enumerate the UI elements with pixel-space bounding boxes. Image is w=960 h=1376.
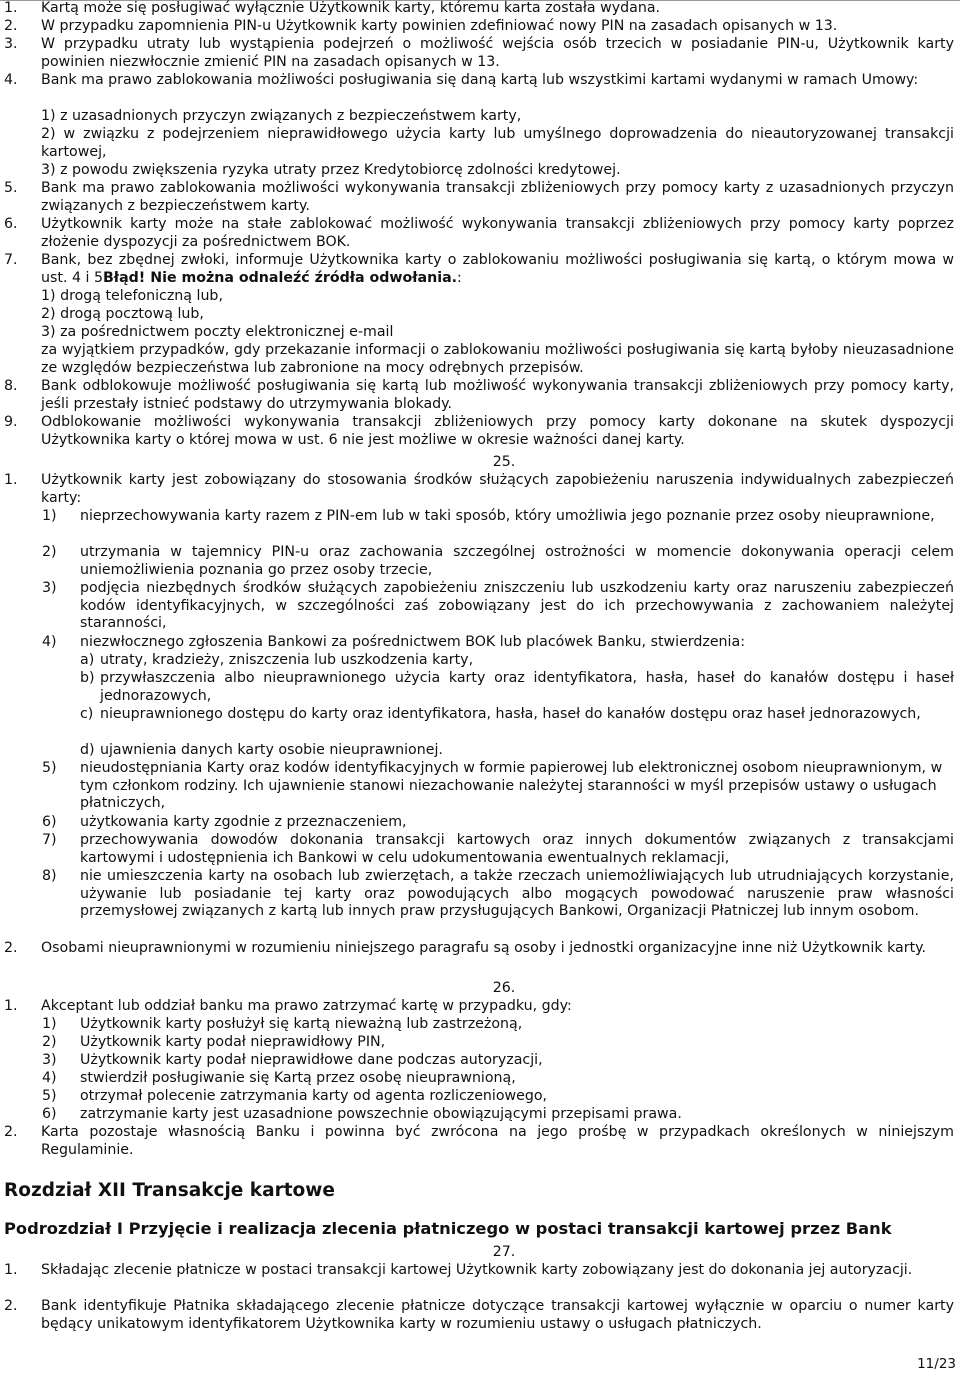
list-item	[4, 1298, 954, 1333]
sub-item	[42, 832, 954, 867]
item-text: Składając zlecenie płatnicze w postaci transakcji kartowej Użytkownik karty zobowiązany jest do dokonania jej autoryzacji.	[41, 1262, 913, 1278]
item-number: 5.	[4, 180, 18, 196]
sub-item-number: 1)	[42, 1016, 57, 1032]
sub-item-number: 5)	[42, 760, 57, 776]
letter-item	[80, 706, 954, 724]
item-text-colon: :	[457, 269, 462, 286]
sub-item-number: 8)	[42, 868, 57, 884]
item-number: 7.	[4, 252, 18, 268]
list-item	[4, 36, 954, 71]
item-number: 2.	[4, 18, 18, 34]
item-number: 8.	[4, 378, 18, 394]
item-number: 9.	[4, 414, 18, 430]
letter-item	[80, 742, 954, 760]
list-item	[4, 216, 954, 251]
list-item	[4, 72, 954, 90]
subchapter-title: Podrozdział I Przyjęcie i realizacja zlecenia płatniczego w postaci transakcji kartowej przez Bank	[4, 1219, 892, 1238]
letter-item-text: utraty, kradzieży, zniszczenia lub uszkodzenia karty,	[100, 652, 474, 668]
sub-item-text: Użytkownik karty podał nieprawidłowe dane podczas autoryzacji,	[80, 1052, 543, 1068]
list-item	[4, 998, 954, 1016]
item-number: 1.	[4, 0, 18, 16]
sub-item	[42, 760, 954, 813]
item-number: 2.	[4, 1124, 18, 1140]
chapter-title: Rozdział XII Transakcje kartowe	[4, 1180, 335, 1201]
sub-item	[42, 508, 954, 526]
sub-item-number: 2)	[42, 544, 57, 560]
sub-item-number: 5)	[42, 1088, 57, 1104]
letter-item	[80, 670, 954, 705]
sub-item	[42, 814, 954, 832]
sub-item	[42, 1034, 954, 1052]
sub-item	[42, 1070, 954, 1088]
sub-item	[42, 1016, 954, 1034]
reference-error: Błąd! Nie można odnaleźć źródła odwołania.	[102, 269, 458, 286]
sub-item-number: 6)	[42, 1106, 57, 1122]
item-text: Kartą może się posługiwać wyłącznie Użytkownik karty, któremu karta została wydana.	[41, 0, 661, 16]
sub-item-number: 3)	[42, 580, 57, 596]
item-number: 1.	[4, 998, 18, 1014]
list-item	[4, 472, 954, 507]
sub-item-text: stwierdził posługiwanie się Kartą przez osobę nieuprawnioną,	[80, 1070, 516, 1086]
sub-item	[42, 1088, 954, 1106]
sub-item-number: 2)	[42, 1034, 57, 1050]
item-number: 3.	[4, 36, 18, 52]
list-item	[4, 1262, 954, 1280]
item-text	[41, 252, 954, 287]
item-text: Osobami nieuprawnionymi w rozumieniu niniejszego paragrafu są osoby i jednostki organizacyjne inne niż Użytkownik karty.	[41, 940, 927, 956]
item-text: Bank ma prawo zablokowania możliwości wykonywania transakcji zbliżeniowych przy pomocy karty z uzasadnionych przyczyn związanych z bezpieczeństwem karty.	[41, 180, 954, 214]
page-number: 11/23	[917, 1356, 956, 1372]
sub-item-text: utrzymania w tajemnicy PIN-u oraz zachowania szczególnej ostrożności w momencie dokonywania operacji celem uniemożliwienia poznania go przez osoby trzecie,	[80, 544, 954, 578]
sub-item	[42, 868, 954, 921]
list-item	[4, 1124, 954, 1159]
sub-item	[42, 544, 954, 579]
sub-item-text: zatrzymanie karty jest uzasadnione powszechnie obowiązującymi przepisami prawa.	[80, 1106, 682, 1122]
sub-item-text: podjęcia niezbędnych środków służących zapobieżeniu zniszczeniu lub uszkodzeniu karty oraz naruszeniu zabezpieczeń kodów identyfikacyjnych, w szczególności zaś zobowiązany jest do ich przechowywania z zachowaniem należytej staranności,	[80, 580, 954, 631]
sub-item	[42, 634, 954, 652]
sub-item-number: 6)	[42, 814, 57, 830]
sub-item-text: Użytkownik karty podał nieprawidłowy PIN,	[80, 1034, 386, 1050]
sub-item	[41, 126, 954, 161]
item-number: 2.	[4, 1298, 18, 1314]
sub-item-text: nieudostępniania Karty oraz kodów identyfikacyjnych w formie papierowej lub elektronicznej osobom nieuprawnionym, w tym członkom rodziny. Ich ujawnienie stanowi niezachowanie należytej staranności w myśl przepisów ustawy o usługach płatniczych,	[80, 760, 943, 811]
item-text: Akceptant lub oddział banku ma prawo zatrzymać kartę w przypadku, gdy:	[41, 998, 572, 1014]
letter-item-marker: a)	[80, 652, 95, 668]
section-heading: 26.	[492, 980, 516, 996]
item-text: Użytkownik karty jest zobowiązany do stosowania środków służących zapobieżeniu naruszenia indywidualnych zabezpieczeń karty:	[41, 472, 954, 506]
list-item	[4, 18, 954, 36]
item-number: 1.	[4, 472, 18, 488]
letter-item	[80, 652, 954, 670]
item-number: 1.	[4, 1262, 18, 1278]
list-item	[4, 252, 954, 287]
item-text: Karta pozostaje własnością Banku i powinna być zwrócona na jego prośbę w przypadkach określonych w niniejszym Regulaminie.	[41, 1124, 954, 1158]
item-text: Odblokowanie możliwości wykonywania transakcji zbliżeniowych przy pomocy karty dokonane na skutek dyspozycji Użytkownika karty o której mowa w ust. 6 nie jest możliwe w okresie ważności danej karty.	[41, 414, 954, 448]
letter-item-text: nieuprawnionego dostępu do karty oraz identyfikatora, hasła, haseł do kanałów dostępu oraz haseł jednorazowych,	[100, 706, 921, 722]
letter-item-marker: b)	[80, 670, 95, 686]
section-heading: 27.	[492, 1244, 516, 1260]
letter-item-text: ujawnienia danych karty osobie nieuprawnionej.	[100, 742, 443, 758]
sub-item	[42, 1106, 954, 1124]
sub-item-text: przechowywania dowodów dokonania transakcji kartowych oraz innych dokumentów związanych z transakcjami kartowymi i udostępnienia ich Bankowi w celu udokumentowania ewentualnych reklamacji,	[80, 832, 954, 866]
list-item	[4, 378, 954, 413]
item-number: 6.	[4, 216, 18, 232]
sub-item-number: 1)	[42, 508, 57, 524]
sub-item-text: nieprzechowywania karty razem z PIN-em lub w taki sposób, który umożliwia jego poznanie przez osoby nieuprawnione,	[80, 508, 935, 524]
section-heading: 25.	[492, 454, 516, 470]
sub-item-text: użytkowania karty zgodnie z przeznaczeniem,	[80, 814, 407, 830]
sub-item: 2) drogą pocztową lub,	[41, 306, 204, 322]
list-item	[4, 414, 954, 449]
sub-item-text: 2) w związku z podejrzeniem nieprawidłowego użycia karty lub umyślnego doprowadzenia do nieautoryzowanej transakcji kartowej,	[41, 126, 954, 160]
item-text: W przypadku utraty lub wystąpienia podejrzeń o możliwość wejścia osób trzecich w posiadanie PIN-u, Użytkownik karty powinien niezwłocznie zmienić PIN na zasadach opisanych w 13.	[41, 36, 954, 70]
sub-item: 3) z powodu zwiększenia ryzyka utraty przez Kredytobiorcę zdolności kredytowej.	[41, 162, 621, 178]
item-text: Bank identyfikuje Płatnika składającego zlecenie płatnicze dotyczące transakcji kartowej wyłącznie w oparciu o numer karty będący unikatowym identyfikatorem Użytkownika karty w rozumieniu ustawy o usługach płatniczych.	[41, 1298, 954, 1332]
item-text-main: Bank, bez zbędnej zwłoki, informuje Użytkownika karty o zablokowaniu możliwości posługiwania się kartą, o którym mowa w ust. 4 i 5	[41, 252, 954, 286]
sub-item-number: 7)	[42, 832, 57, 848]
sub-item-text: nie umieszczenia karty na osobach lub zwierzętach, a także rzeczach uniemożliwiających lub utrudniających korzystanie, używanie lub posiadanie tej karty oraz powodujących albo mogących powodować naruszenie praw własności przemysłowej związanych z kartą lub innych praw przysługujących Bankowi, Organizacji Płatniczej lub innym osobom.	[80, 868, 954, 919]
item-text: Bank odblokowuje możliwość posługiwania się kartą lub możliwość wykonywania transakcji zbliżeniowych przy pomocy karty, jeśli przestały istnieć podstawy do utrzymywania blokady.	[41, 378, 954, 412]
item-text: Użytkownik karty może na stałe zablokować możliwość wykonywania transakcji zbliżeniowych przy pomocy karty poprzez złożenie dyspozycji za pośrednictwem BOK.	[41, 216, 954, 250]
sub-item	[42, 1052, 954, 1070]
list-item	[4, 0, 954, 18]
letter-item-marker: d)	[80, 742, 95, 758]
item-number: 4.	[4, 72, 18, 88]
sub-item-number: 4)	[42, 1070, 57, 1086]
list-item	[4, 940, 954, 958]
item-number: 2.	[4, 940, 18, 956]
item-tail: za wyjątkiem przypadków, gdy przekazanie informacji o zablokowaniu możliwości posługiwania się kartą byłoby nieuzasadnione ze względów bezpieczeństwa lub zabronione na mocy odrębnych przepisów.	[41, 342, 954, 376]
letter-item-text: przywłaszczenia albo nieuprawnionego użycia karty oraz identyfikatora, hasła, haseł do kanałów dostępu i haseł jednorazowych,	[100, 670, 954, 704]
sub-item-text: Użytkownik karty posłużył się kartą nieważną lub zastrzeżoną,	[80, 1016, 523, 1032]
sub-item-number: 3)	[42, 1052, 57, 1068]
sub-item	[42, 580, 954, 633]
item-text: W przypadku zapomnienia PIN-u Użytkownik karty powinien zdefiniować nowy PIN na zasadach opisanych w 13.	[41, 18, 838, 34]
sub-item-text: niezwłocznego zgłoszenia Bankowi za pośrednictwem BOK lub placówek Banku, stwierdzenia:	[80, 634, 745, 650]
sub-item: 1) z uzasadnionych przyczyn związanych z bezpieczeństwem karty,	[41, 108, 522, 124]
sub-item: 3) za pośrednictwem poczty elektronicznej e-mail	[41, 324, 394, 340]
letter-item-marker: c)	[80, 706, 94, 722]
sub-item-number: 4)	[42, 634, 57, 650]
sub-item: 1) drogą telefoniczną lub,	[41, 288, 223, 304]
list-item	[4, 180, 954, 215]
item-text: Bank ma prawo zablokowania możliwości posługiwania się daną kartą lub wszystkimi kartami wydanymi w ramach Umowy:	[41, 72, 919, 88]
sub-item-text: otrzymał polecenie zatrzymania karty od agenta rozliczeniowego,	[80, 1088, 548, 1104]
